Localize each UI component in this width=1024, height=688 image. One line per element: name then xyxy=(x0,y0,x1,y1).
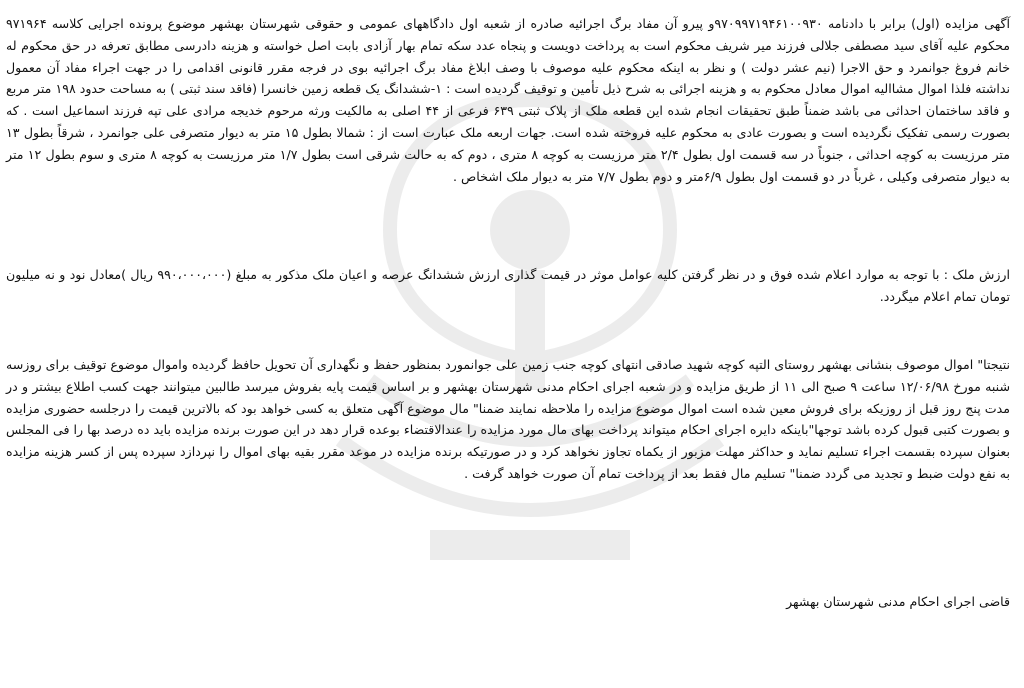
signature-line: قاضی اجرای احکام مدنی شهرستان بهشهر xyxy=(786,594,1010,609)
notice-paragraph-auction-details: آگهی مزایده (اول) برابر با دادنامه ۹۷۰۹۹۷۱۹۴۶۱۰۰۹۳۰و پیرو آن مفاد برگ اجرائیه صادره از شعبه اول دادگاههای عمومی و حقوقی شهرستان بهشهر موضوع پرونده اجرایی کلاسه ۹۷۱۹۶۴ محکوم علیه آقای سید مصطفی جلالی فرزند میر شریف محکوم است به پرداخت دویست و پنجاه عدد سکه تمام بهار آزادی بابت اصل خواسته و هزینه دادرسی مطابق تعرفه در حق محکوم له خانم فروغ جوانمرد و حق الاجرا (نیم عشر دولت ) و نظر به اینکه محکوم علیه موصوف با وصف ابلاغ مفاد برگ اجرائیه بوی در فرجه مقرر قانونی اقدامی را در جهت اجراء مفاد آن معمول نداشته فلذا اموال مشاالیه اموال معادل محکوم به و هزینه اجرائی به شرح ذیل تأمین و توقیف گردیده است : ۱-ششدانگ یک قطعه زمین خانسرا (فاقد سند ثبتی ) به مساحت حدود ۱۹۸ متر مربع و فاقد ساختمان احداثی می باشد ضمناً طبق تحقیقات انجام شده این قطعه ملک از پلاک ثبتی ۶۳۹ فرعی از ۴۴ اصلی به مالکیت ورثه مرحوم خدیجه مرادی علی تپه فرزند اسماعیل است . که بصورت رسمی تفکیک نگردیده است و بصورت عادی به محکوم علیه فروخته شده است. جهات اربعه ملک عبارت است از : شمالا بطول ۱۵ متر به دیوار متصرفی علی جوانمرد ، شرقاً بطول ۱۳ متر مرزیست به کوچه احداثی ، جنوباً در سه قسمت اول بطول ۲/۴ متر مرزیست به کوچه ۸ متری ، دوم که به حالت شرقی است بطول ۱/۷ متر مرزیست به کوچه ۸ متری و سوم بطول ۱۲ متر به دیوار متصرفی وکیلی ، غرباً در دو قسمت اول بطول ۶/۹متر و دوم بطول ۷/۷ متر به دیوار ملک اشخاص . xyxy=(6,16,1011,184)
notice-paragraph-property-value: ارزش ملک : با توجه به موارد اعلام شده فوق و در نظر گرفتن کلیه عوامل موثر در قیمت گذاری ارزش ششدانگ عرصه و اعیان ملک مذکور به مبلغ (۹۹۰،۰۰۰،۰۰۰ ریال )معادل نود و نه میلیون تومان تمام اعلام میگردد. xyxy=(6,267,1010,304)
notice-paragraph-auction-terms: نتیجتا" اموال موصوف بنشانی بهشهر روستای التپه کوچه شهید صادقی انتهای کوچه جنب زمین علی جوانمورد بمنظور حفظ و نگهداری آن تحویل حافظ گردیده واموال موضوع توقیف برای روزسه شنبه مورخ ۱۲/۰۶/۹۸ ساعت ۹ صبح الی ۱۱ از طریق مزایده و در شعبه اجرای احکام مدنی شهرستان بهشهر و بر اساس قیمت پایه بفروش میرسد طالبین میتوانند جهت کسب اطلاع بیشتر و در مدت پنج روز قبل از روزیکه برای فروش معین شده است اموال موضوع مزایده را ملاحظه نمایند ضمنا" مال موضوع آگهی متعلق به کسی خواهد بود که بالاترین قیمت را درجلسه حضوری مزایده و بصورت کتبی قبول کرده باشد توجها"باینکه دایره اجرای احکام میتواند پرداخت بهای مال مورد مزایده را عندالاقتضاء بوعده قرار دهد در این صورت برنده مزایده باید ده درصد بها را فی المجلس بعنوان سپرده بقسمت اجراء تسلیم نماید و حداکثر مهلت مزبور از یکماه تجاوز نخواهد کرد و در صورتیکه برنده مزایده در موعد مقرر بقیه بهای اموال را نپردازد سپرده پس از کسر هزینه مزایده به نفع دولت ضبط و تجدید می گردد ضمنا" تسلیم مال فقط بعد از پرداخت تمام آن صورت خواهد گرفت . xyxy=(6,357,1011,481)
